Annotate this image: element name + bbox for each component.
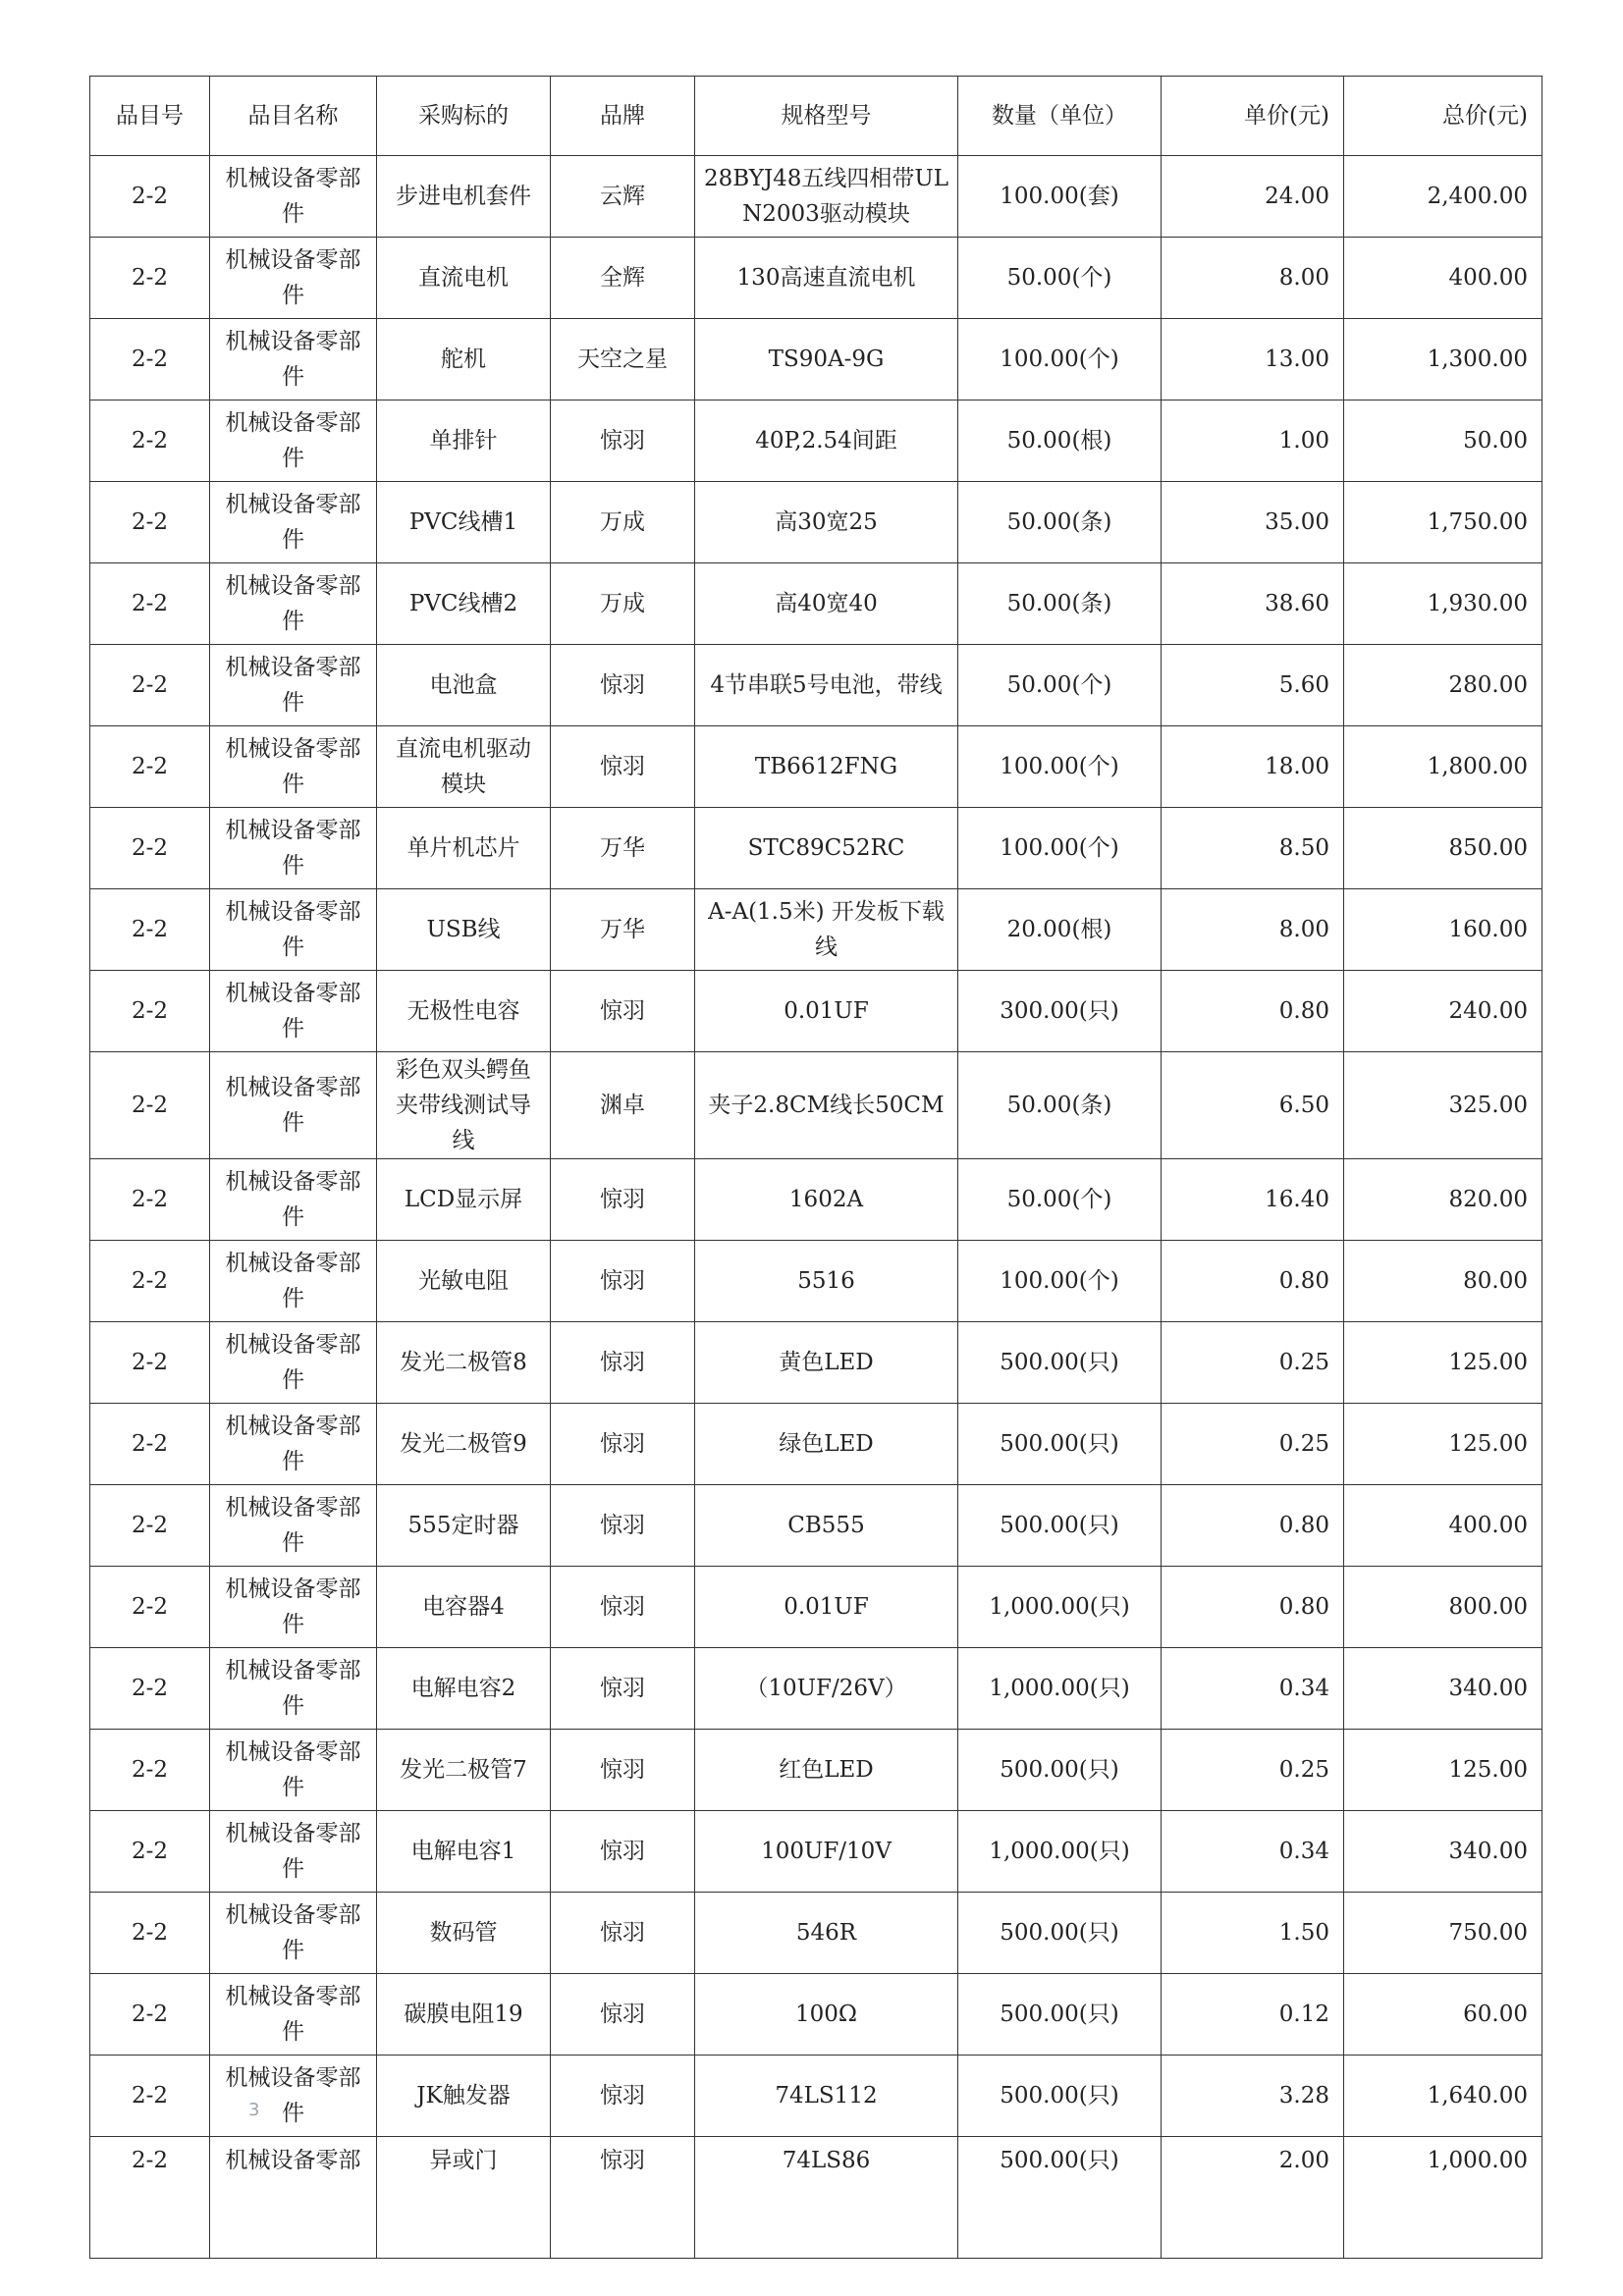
cell-total-price: 2,400.00 [1344, 156, 1542, 238]
cell-spec: 4节串联5号电池，带线 [695, 645, 958, 726]
cell-item-no: 2-2 [90, 1811, 210, 1893]
cell-unit-price: 0.80 [1162, 1567, 1344, 1648]
cell-item-name: 机械设备零部件 [210, 1052, 377, 1159]
cell-target: 数码管 [377, 1893, 551, 1974]
cell-item-no: 2-2 [90, 1730, 210, 1811]
cell-quantity: 1,000.00(只) [958, 1811, 1162, 1893]
cell-brand: 惊羽 [551, 1974, 695, 2056]
cell-brand: 惊羽 [551, 2056, 695, 2137]
cell-unit-price: 2.00 [1162, 2137, 1344, 2259]
cell-item-name: 机械设备零部件 [210, 1730, 377, 1811]
cell-target: 无极性电容 [377, 971, 551, 1052]
table-row [90, 1404, 1542, 1485]
cell-total-price: 1,000.00 [1344, 2137, 1542, 2259]
cell-item-no: 2-2 [90, 1485, 210, 1567]
cell-spec: 40P,2.54间距 [695, 400, 958, 482]
cell-item-no: 2-2 [90, 726, 210, 808]
table-row [90, 645, 1542, 726]
cell-target: USB线 [377, 889, 551, 971]
cell-target: 电解电容2 [377, 1648, 551, 1730]
table-row [90, 1974, 1542, 2056]
cell-quantity: 50.00(条) [958, 482, 1162, 563]
table-row [90, 238, 1542, 319]
table-row [90, 1241, 1542, 1322]
cell-item-no: 2-2 [90, 2137, 210, 2259]
cell-item-name: 机械设备零部件 [210, 563, 377, 645]
cell-total-price: 800.00 [1344, 1567, 1542, 1648]
cell-item-name: 机械设备零部件 [210, 1893, 377, 1974]
cell-brand: 惊羽 [551, 1567, 695, 1648]
cell-brand: 万成 [551, 563, 695, 645]
cell-total-price: 125.00 [1344, 1730, 1542, 1811]
cell-target: PVC线槽1 [377, 482, 551, 563]
cell-target: 单片机芯片 [377, 808, 551, 889]
cell-spec: 黄色LED [695, 1322, 958, 1404]
cell-target: 光敏电阻 [377, 1241, 551, 1322]
cell-target: 555定时器 [377, 1485, 551, 1567]
table-row [90, 1052, 1542, 1159]
cell-spec: （10UF/26V） [695, 1648, 958, 1730]
cell-spec: TS90A-9G [695, 319, 958, 400]
table-row [90, 808, 1542, 889]
cell-target: 直流电机 [377, 238, 551, 319]
cell-quantity: 100.00(个) [958, 808, 1162, 889]
header-item-name: 品目名称 [210, 77, 377, 156]
cell-brand: 惊羽 [551, 1893, 695, 1974]
cell-unit-price: 38.60 [1162, 563, 1344, 645]
cell-total-price: 820.00 [1344, 1159, 1542, 1241]
cell-spec: CB555 [695, 1485, 958, 1567]
cell-target: 步进电机套件 [377, 156, 551, 238]
cell-spec: STC89C52RC [695, 808, 958, 889]
cell-item-no: 2-2 [90, 563, 210, 645]
cell-item-name: 机械设备零部件 [210, 400, 377, 482]
page-number-marker: 3 [248, 2100, 260, 2120]
cell-total-price: 750.00 [1344, 1893, 1542, 1974]
header-quantity: 数量（单位） [958, 77, 1162, 156]
cell-total-price: 325.00 [1344, 1052, 1542, 1159]
cell-brand: 万成 [551, 482, 695, 563]
table-row [90, 1811, 1542, 1893]
cell-item-no: 2-2 [90, 1567, 210, 1648]
cell-spec: 5516 [695, 1241, 958, 1322]
cell-quantity: 500.00(只) [958, 1730, 1162, 1811]
cell-unit-price: 8.00 [1162, 238, 1344, 319]
cell-total-price: 400.00 [1344, 238, 1542, 319]
cell-spec: 高30宽25 [695, 482, 958, 563]
header-target: 采购标的 [377, 77, 551, 156]
cell-spec: 100UF/10V [695, 1811, 958, 1893]
cell-brand: 惊羽 [551, 400, 695, 482]
cell-total-price: 340.00 [1344, 1648, 1542, 1730]
cell-target: 电解电容1 [377, 1811, 551, 1893]
table-row [90, 1730, 1542, 1811]
cell-unit-price: 5.60 [1162, 645, 1344, 726]
cell-item-name: 机械设备零部 [210, 2137, 377, 2259]
cell-quantity: 300.00(只) [958, 971, 1162, 1052]
cell-total-price: 1,300.00 [1344, 319, 1542, 400]
cell-brand: 惊羽 [551, 1159, 695, 1241]
cell-unit-price: 0.34 [1162, 1648, 1344, 1730]
table-row [90, 726, 1542, 808]
cell-quantity: 100.00(个) [958, 1241, 1162, 1322]
cell-item-no: 2-2 [90, 238, 210, 319]
table-row [90, 1159, 1542, 1241]
cell-item-name: 机械设备零部件 [210, 971, 377, 1052]
cell-brand: 惊羽 [551, 1648, 695, 1730]
procurement-page [89, 76, 1542, 2259]
table-row [90, 1893, 1542, 1974]
cell-total-price: 125.00 [1344, 1404, 1542, 1485]
table-row [90, 156, 1542, 238]
cell-spec: TB6612FNG [695, 726, 958, 808]
cell-total-price: 60.00 [1344, 1974, 1542, 2056]
cell-quantity: 20.00(根) [958, 889, 1162, 971]
cell-item-no: 2-2 [90, 1322, 210, 1404]
cell-brand: 惊羽 [551, 1811, 695, 1893]
cell-item-name: 机械设备零部件 [210, 1159, 377, 1241]
table-row [90, 971, 1542, 1052]
cell-quantity: 500.00(只) [958, 2137, 1162, 2259]
cell-item-name: 机械设备零部件 [210, 156, 377, 238]
cell-unit-price: 0.80 [1162, 1485, 1344, 1567]
cell-item-name: 机械设备零部件 [210, 1241, 377, 1322]
cell-brand: 天空之星 [551, 319, 695, 400]
table-row [90, 889, 1542, 971]
cell-brand: 全辉 [551, 238, 695, 319]
cell-spec: 28BYJ48五线四相带ULN2003驱动模块 [695, 156, 958, 238]
cell-unit-price: 8.00 [1162, 889, 1344, 971]
table-row [90, 319, 1542, 400]
cell-unit-price: 1.50 [1162, 1893, 1344, 1974]
cell-spec: 0.01UF [695, 971, 958, 1052]
cell-spec: 红色LED [695, 1730, 958, 1811]
cell-spec: 546R [695, 1893, 958, 1974]
cell-target: 异或门 [377, 2137, 551, 2259]
cell-brand: 惊羽 [551, 2137, 695, 2259]
cell-item-no: 2-2 [90, 971, 210, 1052]
cell-item-no: 2-2 [90, 400, 210, 482]
cell-unit-price: 3.28 [1162, 2056, 1344, 2137]
cell-brand: 惊羽 [551, 1485, 695, 1567]
cell-total-price: 1,930.00 [1344, 563, 1542, 645]
cell-quantity: 50.00(个) [958, 238, 1162, 319]
cell-spec: 高40宽40 [695, 563, 958, 645]
cell-item-name: 机械设备零部件 [210, 1485, 377, 1567]
cell-unit-price: 0.80 [1162, 971, 1344, 1052]
header-spec: 规格型号 [695, 77, 958, 156]
cell-unit-price: 18.00 [1162, 726, 1344, 808]
table-row [90, 2137, 1542, 2259]
cell-item-no: 2-2 [90, 645, 210, 726]
cell-quantity: 50.00(个) [958, 645, 1162, 726]
cell-item-name: 机械设备零部件 [210, 889, 377, 971]
cell-total-price: 850.00 [1344, 808, 1542, 889]
table-row [90, 1322, 1542, 1404]
cell-target: 发光二极管9 [377, 1404, 551, 1485]
cell-quantity: 50.00(根) [958, 400, 1162, 482]
header-unit-price: 单价(元) [1162, 77, 1344, 156]
cell-spec: 夹子2.8CM线长50CM [695, 1052, 958, 1159]
table-row [90, 1648, 1542, 1730]
cell-unit-price: 0.25 [1162, 1404, 1344, 1485]
cell-brand: 渊卓 [551, 1052, 695, 1159]
cell-total-price: 240.00 [1344, 971, 1542, 1052]
cell-quantity: 500.00(只) [958, 1404, 1162, 1485]
cell-target: PVC线槽2 [377, 563, 551, 645]
cell-item-name: 机械设备零部件 [210, 482, 377, 563]
table-body [90, 156, 1542, 2259]
cell-quantity: 500.00(只) [958, 1974, 1162, 2056]
cell-quantity: 1,000.00(只) [958, 1567, 1162, 1648]
cell-total-price: 340.00 [1344, 1811, 1542, 1893]
cell-unit-price: 35.00 [1162, 482, 1344, 563]
cell-unit-price: 1.00 [1162, 400, 1344, 482]
cell-spec: 74LS86 [695, 2137, 958, 2259]
header-row [90, 77, 1542, 156]
cell-total-price: 160.00 [1344, 889, 1542, 971]
cell-unit-price: 0.25 [1162, 1730, 1344, 1811]
cell-brand: 惊羽 [551, 971, 695, 1052]
cell-item-name: 机械设备零部件 [210, 1322, 377, 1404]
cell-total-price: 1,750.00 [1344, 482, 1542, 563]
cell-item-name: 机械设备零部件 [210, 2056, 377, 2137]
cell-brand: 万华 [551, 808, 695, 889]
cell-target: 直流电机驱动模块 [377, 726, 551, 808]
cell-brand: 云辉 [551, 156, 695, 238]
cell-quantity: 50.00(条) [958, 563, 1162, 645]
cell-item-name: 机械设备零部件 [210, 319, 377, 400]
cell-brand: 惊羽 [551, 1322, 695, 1404]
table-row [90, 563, 1542, 645]
cell-total-price: 280.00 [1344, 645, 1542, 726]
cell-target: 电容器4 [377, 1567, 551, 1648]
cell-item-no: 2-2 [90, 1648, 210, 1730]
cell-item-no: 2-2 [90, 1241, 210, 1322]
cell-item-name: 机械设备零部件 [210, 238, 377, 319]
cell-quantity: 500.00(只) [958, 1485, 1162, 1567]
cell-brand: 惊羽 [551, 726, 695, 808]
header-total-price: 总价(元) [1344, 77, 1542, 156]
cell-item-no: 2-2 [90, 808, 210, 889]
cell-item-name: 机械设备零部件 [210, 1974, 377, 2056]
cell-target: 电池盒 [377, 645, 551, 726]
cell-brand: 惊羽 [551, 645, 695, 726]
cell-quantity: 500.00(只) [958, 2056, 1162, 2137]
cell-quantity: 50.00(个) [958, 1159, 1162, 1241]
cell-total-price: 80.00 [1344, 1241, 1542, 1322]
table-row [90, 482, 1542, 563]
cell-quantity: 1,000.00(只) [958, 1648, 1162, 1730]
cell-brand: 惊羽 [551, 1241, 695, 1322]
cell-target: 彩色双头鳄鱼夹带线测试导线 [377, 1052, 551, 1159]
cell-target: 单排针 [377, 400, 551, 482]
cell-total-price: 1,640.00 [1344, 2056, 1542, 2137]
table-row [90, 400, 1542, 482]
cell-unit-price: 24.00 [1162, 156, 1344, 238]
cell-unit-price: 0.12 [1162, 1974, 1344, 2056]
cell-item-no: 2-2 [90, 1159, 210, 1241]
cell-unit-price: 13.00 [1162, 319, 1344, 400]
cell-unit-price: 6.50 [1162, 1052, 1344, 1159]
cell-total-price: 1,800.00 [1344, 726, 1542, 808]
header-item-no: 品目号 [90, 77, 210, 156]
cell-target: 发光二极管8 [377, 1322, 551, 1404]
cell-quantity: 100.00(个) [958, 726, 1162, 808]
cell-item-no: 2-2 [90, 482, 210, 563]
cell-item-name: 机械设备零部件 [210, 1811, 377, 1893]
cell-brand: 万华 [551, 889, 695, 971]
cell-brand: 惊羽 [551, 1730, 695, 1811]
cell-spec: 74LS112 [695, 2056, 958, 2137]
cell-spec: A-A(1.5米) 开发板下载线 [695, 889, 958, 971]
cell-item-name: 机械设备零部件 [210, 1567, 377, 1648]
procurement-table [89, 76, 1542, 2259]
cell-unit-price: 0.34 [1162, 1811, 1344, 1893]
cell-spec: 130高速直流电机 [695, 238, 958, 319]
header-brand: 品牌 [551, 77, 695, 156]
cell-target: 发光二极管7 [377, 1730, 551, 1811]
cell-target: 碳膜电阻19 [377, 1974, 551, 2056]
cell-item-no: 2-2 [90, 319, 210, 400]
cell-item-no: 2-2 [90, 1974, 210, 2056]
cell-item-no: 2-2 [90, 2056, 210, 2137]
cell-item-no: 2-2 [90, 1893, 210, 1974]
cell-spec: 0.01UF [695, 1567, 958, 1648]
cell-item-no: 2-2 [90, 889, 210, 971]
cell-target: JK触发器 [377, 2056, 551, 2137]
cell-spec: 绿色LED [695, 1404, 958, 1485]
cell-item-no: 2-2 [90, 1052, 210, 1159]
cell-spec: 100Ω [695, 1974, 958, 2056]
cell-quantity: 500.00(只) [958, 1322, 1162, 1404]
cell-quantity: 500.00(只) [958, 1893, 1162, 1974]
cell-unit-price: 16.40 [1162, 1159, 1344, 1241]
cell-spec: 1602A [695, 1159, 958, 1241]
cell-item-name: 机械设备零部件 [210, 726, 377, 808]
cell-total-price: 400.00 [1344, 1485, 1542, 1567]
cell-item-name: 机械设备零部件 [210, 808, 377, 889]
table-row [90, 1485, 1542, 1567]
cell-total-price: 50.00 [1344, 400, 1542, 482]
cell-total-price: 125.00 [1344, 1322, 1542, 1404]
cell-quantity: 50.00(条) [958, 1052, 1162, 1159]
cell-quantity: 100.00(个) [958, 319, 1162, 400]
cell-unit-price: 8.50 [1162, 808, 1344, 889]
cell-item-no: 2-2 [90, 1404, 210, 1485]
cell-item-name: 机械设备零部件 [210, 1648, 377, 1730]
cell-target: 舵机 [377, 319, 551, 400]
cell-brand: 惊羽 [551, 1404, 695, 1485]
table-row [90, 1567, 1542, 1648]
cell-target: LCD显示屏 [377, 1159, 551, 1241]
cell-item-name: 机械设备零部件 [210, 645, 377, 726]
cell-item-name: 机械设备零部件 [210, 1404, 377, 1485]
table-row [90, 2056, 1542, 2137]
cell-quantity: 100.00(套) [958, 156, 1162, 238]
cell-unit-price: 0.25 [1162, 1322, 1344, 1404]
cell-item-no: 2-2 [90, 156, 210, 238]
cell-unit-price: 0.80 [1162, 1241, 1344, 1322]
